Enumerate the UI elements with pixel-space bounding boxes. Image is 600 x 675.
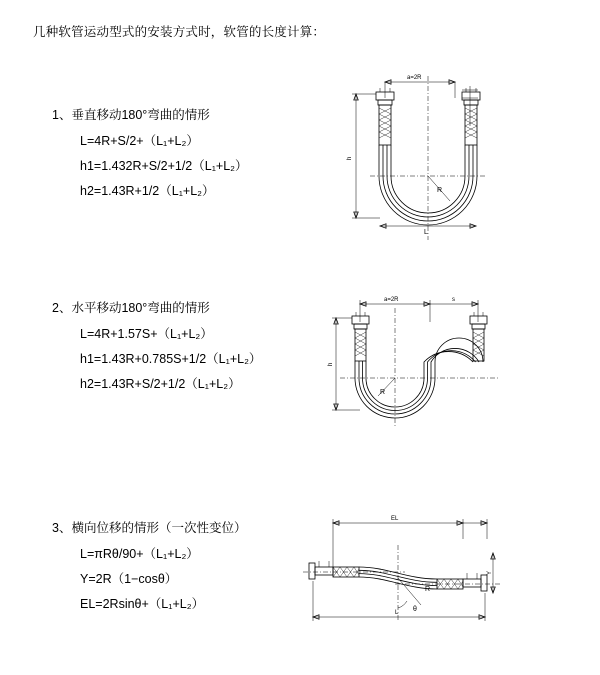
- dim-label-a-2: a=2R: [384, 297, 399, 303]
- label-length-L: L: [424, 229, 428, 236]
- section-3-formula-2: Y=2R（1−cosθ）: [80, 572, 178, 586]
- horizontal-180-bend-diagram: [310, 288, 510, 438]
- dim-label-Y: Y: [487, 570, 493, 575]
- dim-label-EL: EL: [391, 516, 399, 522]
- section-2-formula-2: h1=1.43R+0.785S+1/2（L₁+L₂）: [80, 352, 262, 366]
- label-angle-theta: θ: [413, 606, 417, 613]
- section-3-title: 3、横向位移的情形（一次性变位）: [52, 521, 247, 535]
- dim-label-L-3: L: [395, 610, 399, 616]
- section-2-formula-3: h2=1.43R+S/2+1/2（L₁+L₂）: [80, 377, 241, 391]
- label-radius-R: R: [437, 187, 443, 194]
- dim-label-h: h: [347, 156, 353, 160]
- section-3-formula-3: EL=2Rsinθ+（L₁+L₂）: [80, 597, 205, 611]
- label-radius-R-2: R: [380, 389, 386, 396]
- section-1-formula-1: L=4R+S/2+（L₁+L₂）: [80, 134, 199, 148]
- lateral-offset-diagram: [295, 505, 510, 635]
- section-1-formula-2: h1=1.432R+S/2+1/2（L₁+L₂）: [80, 159, 248, 173]
- section-1-title: 1、垂直移动180°弯曲的情形: [52, 108, 210, 122]
- section-1-formula-3: h2=1.43R+1/2（L₁+L₂）: [80, 184, 215, 198]
- section-3-formula-1: L=πRθ/90+（L₁+L₂）: [80, 547, 199, 561]
- dim-label-a: a=2R: [407, 75, 422, 81]
- dim-label-s: s: [452, 297, 455, 303]
- label-radius-R-3: R: [425, 586, 431, 593]
- section-2-formula-1: L=4R+1.57S+（L₁+L₂）: [80, 327, 213, 341]
- vertical-180-bend-diagram: [310, 68, 510, 253]
- section-2-title: 2、水平移动180°弯曲的情形: [52, 301, 210, 315]
- page-title: 几种软管运动型式的安装方式时，软管的长度计算：: [33, 25, 326, 39]
- dim-label-h-2: h: [328, 362, 334, 366]
